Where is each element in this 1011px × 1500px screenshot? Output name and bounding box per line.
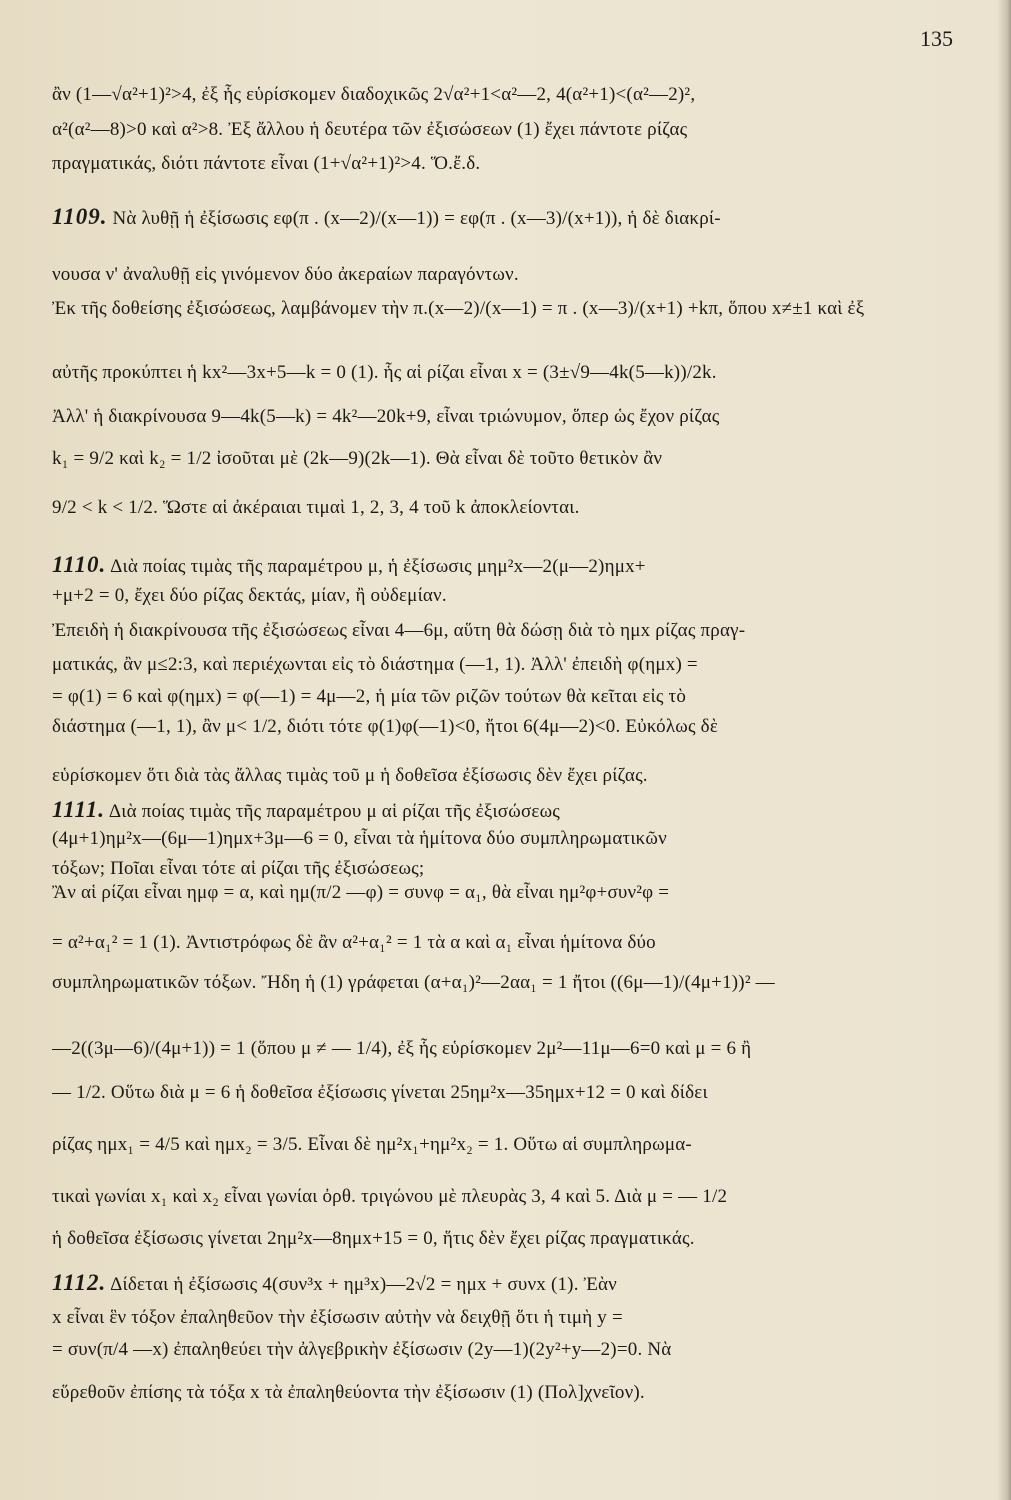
problem-number: 1111. xyxy=(52,797,105,822)
text-line: = α²+α₁² = 1 (1). Ἀντιστρόφως δὲ ἂν α²+α₁² = 1 τὰ α καὶ α₁ εἶναι ἡμίτονα δύο xyxy=(52,932,656,953)
text-line: Ἐπειδὴ ἡ διακρίνουσα τῆς ἐξισώσεως εἶναι 4—6μ, αὕτη θὰ δώσῃ διὰ τὸ ημx ρίζας πραγ- xyxy=(52,620,746,641)
text-line: διάστημα (—1, 1), ἂν μ< 1/2, διότι τότε φ(1)φ(—1)<0, ἤτοι 6(4μ—2)<0. Εὐκόλως δὲ xyxy=(52,716,719,737)
text-line: συμπληρωματικῶν τόξων. Ἤδη ἡ (1) γράφεται (α+α₁)²—2αα₁ = 1 ἤτοι ((6μ—1)/(4μ+1))² — xyxy=(52,972,775,993)
text-line: x εἶναι ἓν τόξον ἐπαληθεῦον τὴν ἐξίσωσιν αὐτὴν νὰ δειχθῇ ὅτι ἡ τιμὴ y = xyxy=(52,1307,623,1328)
page-edge-shadow xyxy=(997,0,1011,1500)
text-line: εὕρεθοῦν ἐπίσης τὰ τόξα x τὰ ἐπαληθεύοντα τὴν ἐξίσωσιν (1) (Πολ]χνεῖον). xyxy=(52,1382,645,1403)
problem-statement: Νὰ λυθῇ ἡ ἐξίσωσις εφ(π . (x—2)/(x—1)) = εφ(π . (x—3)/(x+1)), ἡ δὲ διακρί- xyxy=(112,208,721,229)
text-line: α²(α²—8)>0 καὶ α²>8. Ἐξ ἄλλου ἡ δευτέρα τῶν ἐξισώσεων (1) ἔχει πάντοτε ρίζας xyxy=(52,119,688,140)
text-line: Ἐκ τῆς δοθείσης ἐξισώσεως, λαμβάνομεν τὴν π.(x—2)/(x—1) = π . (x—3)/(x+1) +kπ, ὅπου x≠±1 καὶ ἐξ xyxy=(52,298,865,319)
problem-statement: Δίδεται ἡ ἐξίσωσις 4(συν³x + ημ³x)—2√2 = ημx + συνx (1). Ἐὰν xyxy=(110,1274,617,1295)
problem-number: 1110. xyxy=(52,552,107,577)
text-line: 9/2 < k < 1/2. Ὥστε αἱ ἀκέραιαι τιμαὶ 1, 2, 3, 4 τοῦ k ἀποκλείονται. xyxy=(52,497,580,518)
problem-statement: Διὰ ποίας τιμὰς τῆς παραμέτρου μ, ἡ ἐξίσωσις μημ²x—2(μ—2)ημx+ xyxy=(110,556,646,577)
text-line: νουσα ν' ἀναλυθῇ εἰς γινόμενον δύο ἀκεραίων παραγόντων. xyxy=(52,264,519,285)
page-number: 135 xyxy=(920,26,953,51)
text-line: τικαὶ γωνίαι x₁ καὶ x₂ εἶναι γωνίαι ὀρθ. τριγώνου μὲ πλευρὰς 3, 4 καὶ 5. Διὰ μ = — 1/2 xyxy=(52,1186,728,1207)
problem-1112-line xyxy=(52,1270,930,1298)
text-line: (4μ+1)ημ²x—(6μ—1)ημx+3μ—6 = 0, εἶναι τὰ ἡμίτονα δύο συμπληρωματικῶν xyxy=(52,828,667,849)
text-line: = συν(π/4 —x) ἐπαληθεύει τὴν ἀλγεβρικὴν ἐξίσωσιν (2y—1)(2y²+y—2)=0. Νὰ xyxy=(52,1339,672,1360)
text-line: ἡ δοθεῖσα ἐξίσωσις γίνεται 2ημ²x—8ημx+15 = 0, ἥτις δὲν ἔχει ρίζας πραγματικάς. xyxy=(52,1228,695,1249)
text-line: = φ(1) = 6 καὶ φ(ημx) = φ(—1) = 4μ—2, ἡ μία τῶν ριζῶν τούτων θὰ κεῖται εἰς τὸ xyxy=(52,686,687,707)
text-line: +μ+2 = 0, ἔχει δύο ρίζας δεκτάς, μίαν, ἢ οὐδεμίαν. xyxy=(52,585,447,606)
text-line: — 1/2. Οὕτω διὰ μ = 6 ἡ δοθεῖσα ἐξίσωσις γίνεται 25ημ²x—35ημx+12 = 0 καὶ δίδει xyxy=(52,1082,708,1103)
text-line: ματικάς, ἂν μ≤2:3, καὶ περιέχωνται εἰς τὸ διάστημα (—1, 1). Ἀλλ' ἐπειδὴ φ(ημx) = xyxy=(52,654,698,675)
text-line: τόξων; Ποῖαι εἶναι τότε αἱ ρίζαι τῆς ἐξισώσεως; xyxy=(52,858,425,879)
problem-1110-line xyxy=(52,552,930,580)
text-line: ρίζας ημx₁ = 4/5 καὶ ημx₂ = 3/5. Εἶναι δὲ ημ²x₁+ημ²x₂ = 1. Οὕτω αἱ συμπληρωμα- xyxy=(52,1134,692,1155)
text-line: k₁ = 9/2 καὶ k₂ = 1/2 ἰσοῦται μὲ (2k—9)(2k—1). Θὰ εἶναι δὲ τοῦτο θετικὸν ἂν xyxy=(52,448,663,469)
text-line: εὑρίσκομεν ὅτι διὰ τὰς ἄλλας τιμὰς τοῦ μ ἡ δοθεῖσα ἐξίσωσις δὲν ἔχει ρίζας. xyxy=(52,765,648,786)
text-line: Ἂν αἱ ρίζαι εἶναι ημφ = α, καὶ ημ(π/2 —φ) = συνφ = α₁, θὰ εἶναι ημ²φ+συν²φ = xyxy=(52,882,670,903)
text-line: πραγματικάς, διότι πάντοτε εἶναι (1+√α²+1)²>4. Ὅ.ἔ.δ. xyxy=(52,153,481,174)
text-line: ἂν (1—√α²+1)²>4, ἐξ ἧς εὑρίσκομεν διαδοχικῶς 2√α²+1<α²—2, 4(α²+1)<(α²—2)², xyxy=(52,84,696,105)
problem-number: 1112. xyxy=(52,1270,107,1295)
problem-1111-line xyxy=(52,797,930,825)
problem-1109-line xyxy=(52,204,930,232)
text-line: αὐτῆς προκύπτει ἡ kx²—3x+5—k = 0 (1). ἧς αἱ ρίζαι εἶναι x = (3±√9—4k(5—k))/2k. xyxy=(52,362,717,383)
text-line: Ἀλλ' ἡ διακρίνουσα 9—4k(5—k) = 4k²—20k+9, εἶναι τριώνυμον, ὅπερ ὡς ἔχον ρίζας xyxy=(52,406,720,427)
problem-number: 1109. xyxy=(52,204,108,229)
problem-statement: Διὰ ποίας τιμὰς τῆς παραμέτρου μ αἱ ρίζαι τῆς ἐξισώσεως xyxy=(108,801,561,822)
text-line: —2((3μ—6)/(4μ+1)) = 1 (ὅπου μ ≠ — 1/4), ἐξ ἧς εὑρίσκομεν 2μ²—11μ—6=0 καὶ μ = 6 ἢ xyxy=(52,1038,752,1059)
